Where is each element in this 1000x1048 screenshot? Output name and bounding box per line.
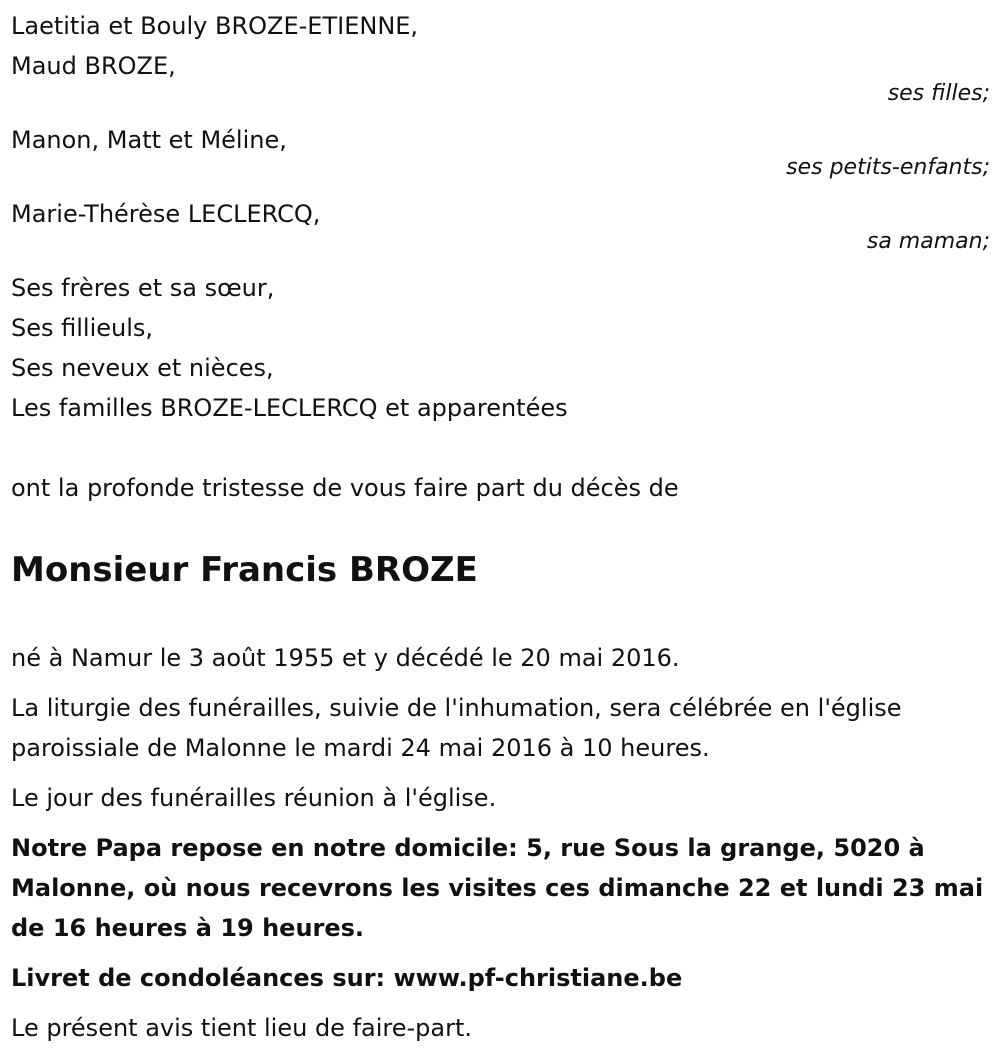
deceased-name: Monsieur Francis BROZE [11,550,478,590]
daughter-line-1: Laetitia et Bouly BROZE-ETIENNE, [11,12,419,40]
obituary-notice [0,6,1000,1042]
rest-info: Notre Papa repose en notre domicile: 5, rue Sous la grange, 5020 à Malonne, où nous recevrons les visites ces dimanche 22 et lundi 23 mai de 16 heures à 19 heures. [11,834,984,942]
grandchildren-line: Manon, Matt et Méline, [11,126,287,154]
grandchildren-role: ses petits-enfants; [786,155,990,180]
meeting-info: Le jour des funérailles réunion à l'église. [11,784,497,812]
families-line: Les familles BROZE-LECLERCQ et apparentées [11,394,568,422]
condolences-link[interactable]: Livret de condoléances sur: www.pf-christiane.be [11,964,683,992]
birth-death: né à Namur le 3 août 1955 et y décédé le 20 mai 2016. [11,644,680,672]
spacer [11,428,990,468]
family-list [11,6,990,428]
daughter-line-2: Maud BROZE, [11,52,176,80]
notice-text: Le présent avis tient lieu de faire-part. [11,1014,473,1042]
siblings-line: Ses frères et sa sœur, [11,274,275,302]
mother-line: Marie-Thérèse LECLERCQ, [11,200,321,228]
mother-role: sa maman; [866,229,990,254]
daughters-role: ses filles; [887,81,990,106]
nephews-line: Ses neveux et nièces, [11,354,274,382]
liturgy-info: La liturgie des funérailles, suivie de l'inhumation, sera célébrée en l'église paroissiale de Malonne le mardi 24 mai 2016 à 10 heures. [11,694,902,762]
godchildren-line: Ses fillieuls, [11,314,154,342]
announcement: ont la profonde tristesse de vous faire part du décès de [11,474,679,502]
